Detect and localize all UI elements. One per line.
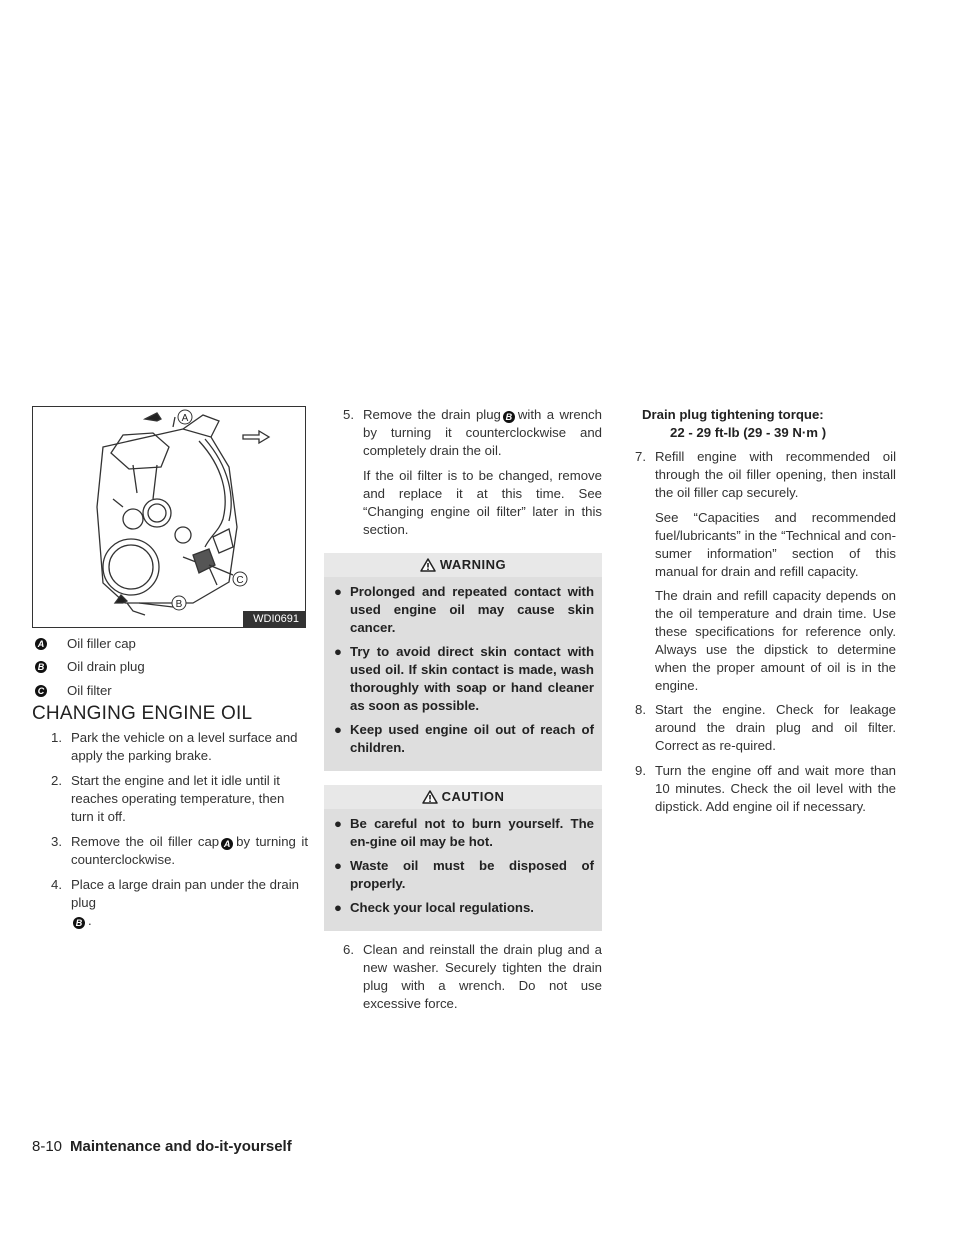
- step-3: 3. Remove the oil filler cap A by turning it counterclockwise.: [51, 833, 308, 867]
- legend-item: [32, 656, 308, 680]
- step-7-note-1: See “Capacities and recommended fuel/lubricants” in the “Technical and con-sumer information” section of this manual for drain and refill capacity.: [655, 510, 896, 579]
- figure-code: WDI0691: [243, 611, 305, 627]
- step-7: 7. Refill engine with recommended oil through the oil filler opening, then install the oil filler cap securely.: [635, 449, 896, 500]
- callout-b-icon: B: [503, 411, 515, 423]
- section-title: CHANGING ENGINE OIL: [32, 702, 253, 724]
- step-4: 4. Place a large drain pan under the drain plug B .: [51, 876, 300, 928]
- step-2: 2. Start the engine and let it idle until it reaches operating temperature, then turn it off.: [51, 772, 285, 824]
- legend-item: [32, 679, 308, 703]
- caution-item: ● Be careful not to burn yourself. The en-gine oil may be hot.: [334, 816, 594, 849]
- step-5: 5. Remove the drain plug B with a wrench by turning it counterclockwise and completely drain the oil.: [343, 407, 602, 458]
- callout-a-icon: A: [221, 838, 233, 850]
- legend-item: [32, 632, 308, 656]
- column-right: [616, 406, 896, 823]
- warning-item: ● Prolonged and repeated contact with used engine oil may cause skin cancer.: [334, 584, 594, 635]
- step-1: 1. Park the vehicle on a level surface and apply the parking brake.: [51, 729, 298, 763]
- step-text: Start the engine and let it idle until it reaches operating temperature, then turn it off.: [71, 772, 285, 824]
- warning-icon: [420, 558, 436, 572]
- engine-figure: [32, 406, 306, 628]
- legend-label: Oil drain plug: [67, 659, 145, 675]
- warning-box: [324, 553, 602, 771]
- svg-text:B: B: [175, 599, 183, 610]
- torque-value: 22 - 29 ft-lb (29 - 39 N·m ): [670, 425, 827, 440]
- step-text: Turn the engine off and wait more than 10 minutes. Check the oil level with the dipstick. Add engine oil if necessary.: [655, 763, 896, 814]
- step-text: Start the engine. Check for leakage around the drain plug and oil filter. Correct as re-quired.: [655, 702, 896, 753]
- caution-item: ● Check your local regulations.: [334, 900, 534, 915]
- caution-box: [324, 785, 602, 931]
- callout-a-icon: A: [35, 638, 47, 650]
- callout-B: [172, 596, 186, 610]
- engine-illustration: [33, 407, 305, 627]
- step-8: 8. Start the engine. Check for leakage around the drain plug and oil filter. Correct as re-quired.: [635, 702, 896, 753]
- step-6: 6. Clean and reinstall the drain plug and a new washer. Securely tighten the drain plug with a wrench. Do not use excessive force.: [343, 942, 602, 1011]
- callout-C: [233, 572, 247, 586]
- page-footer: [32, 1138, 292, 1155]
- step-text: Refill engine with recommended oil through the oil filler opening, then install the oil filler cap securely.: [655, 449, 896, 500]
- chapter-title: Maintenance and do-it-yourself: [70, 1138, 292, 1155]
- legend-label: Oil filter: [67, 682, 112, 698]
- callout-A: [178, 410, 192, 424]
- page-number: 8-10: [32, 1138, 63, 1155]
- caution-title: CAUTION: [441, 789, 505, 804]
- caution-item: ● Waste oil must be disposed of properly.: [334, 858, 594, 891]
- warning-title: WARNING: [439, 557, 507, 572]
- svg-text:A: A: [181, 413, 189, 424]
- figure-legend: [32, 632, 308, 703]
- callout-b-icon: B: [35, 661, 47, 673]
- warning-item: ● Try to avoid direct skin contact with used oil. If skin contact is made, wash thoroughly with soap or hand cleaner as soon as possible.: [334, 644, 594, 713]
- caution-icon: [422, 790, 438, 804]
- step-text: Clean and reinstall the drain plug and a new washer. Securely tighten the drain plug with a wrench. Do not use excessive force.: [363, 942, 602, 1011]
- step-9: 9. Turn the engine off and wait more than 10 minutes. Check the oil level with the dipstick. Add engine oil if necessary.: [635, 763, 896, 814]
- step-7-note-2: The drain and refill capacity depends on the oil temperature and drain time. Use these specifications for reference only. Always use the dipstick to determine when the proper amount of oil is in the engine.: [655, 588, 896, 693]
- legend-label: Oil filler cap: [67, 635, 136, 651]
- torque-label: Drain plug tightening torque:: [642, 407, 824, 422]
- svg-text:C: C: [236, 575, 244, 586]
- callout-b-icon: B: [73, 917, 85, 929]
- step-5-note: If the oil filter is to be changed, remove and replace it at this time. See “Changing engine oil filter” later in this section.: [363, 468, 602, 537]
- column-middle: [324, 406, 602, 1020]
- column-left: [32, 406, 308, 937]
- callout-c-icon: C: [35, 685, 47, 697]
- step-text: Park the vehicle on a level surface and apply the parking brake.: [71, 729, 298, 763]
- warning-header: [324, 553, 602, 577]
- warning-item: ● Keep used engine oil out of reach of children.: [334, 722, 594, 755]
- caution-header: [324, 785, 602, 809]
